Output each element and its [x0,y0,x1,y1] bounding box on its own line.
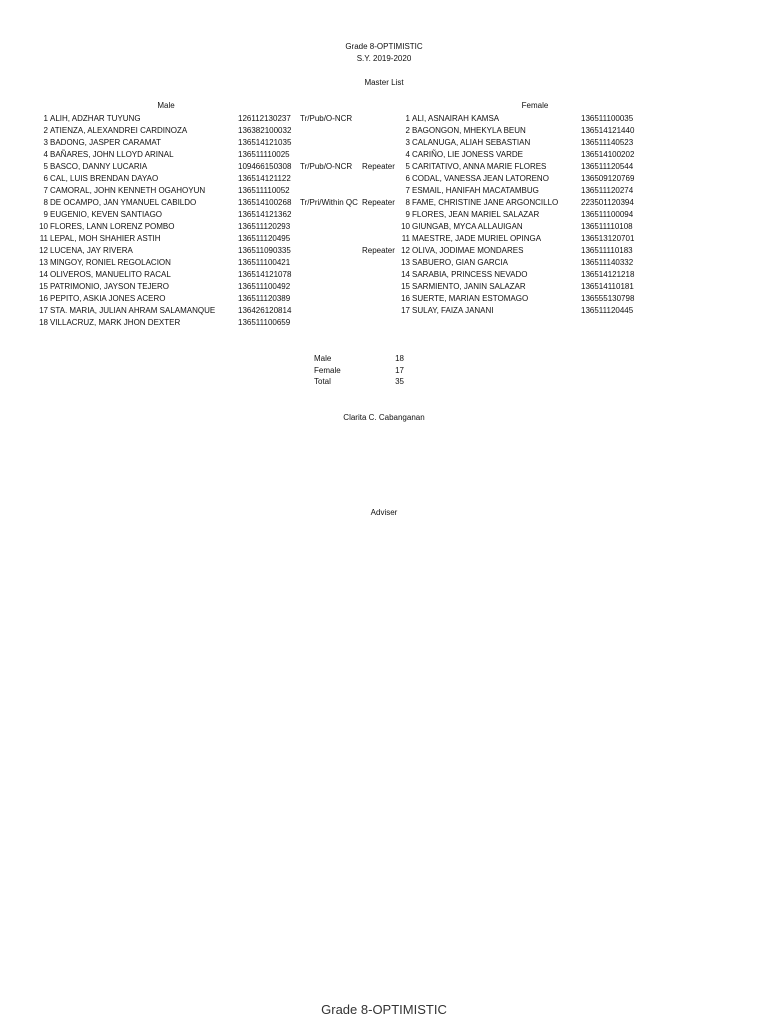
footer-title: Grade 8-OPTIMISTIC [321,1002,447,1017]
roster-row [34,221,414,233]
roster-row [396,197,696,209]
roster-row [396,269,696,281]
student-lrn: 136514121440 [581,126,635,135]
signatory-name: Clarita C. Cabanganan [343,413,425,422]
repeater-status: Repeater [362,246,395,255]
student-name: FLORES, LANN LORENZ POMBO [50,222,175,231]
row-number: 6 [43,174,48,183]
row-number: 13 [401,258,410,267]
student-name: ALI, ASNAIRAH KAMSA [412,114,500,123]
roster-row [34,125,414,137]
student-lrn: 136514121362 [238,210,292,219]
student-lrn: 136511100659 [238,318,291,327]
row-number: 3 [43,138,48,147]
student-name: ALIH, ADZHAR TUYUNG [50,114,141,123]
list-title: Master List [364,78,404,87]
summary-label: Total [314,377,331,386]
summary-value: 18 [395,354,404,363]
student-name: CAL, LUIS BRENDAN DAYAO [50,174,159,183]
row-number: 13 [39,258,48,267]
male-roster [34,113,414,329]
row-number: 12 [39,246,48,255]
row-number: 17 [401,306,410,315]
summary-label: Male [314,354,332,363]
student-name: CAMORAL, JOHN KENNETH OGAHOYUN [50,186,206,195]
row-number: 3 [405,138,410,147]
row-number: 5 [43,162,48,171]
student-lrn: 136514121078 [238,270,292,279]
student-lrn: 136511120495 [238,234,291,243]
row-number: 2 [43,126,48,135]
roster-row [396,245,696,257]
summary-row [314,376,404,388]
student-name: PATRIMONIO, JAYSON TEJERO [50,282,169,291]
row-number: 16 [39,294,48,303]
row-number: 11 [401,234,410,243]
student-name: SARMIENTO, JANIN SALAZAR [412,282,526,291]
student-name: BAGONGON, MHEKYLA BEUN [412,126,526,135]
roster-row [34,293,414,305]
student-lrn: 136514100268 [238,198,292,207]
roster-row [396,161,696,173]
student-lrn: 136511120389 [238,294,291,303]
student-name: CODAL, VANESSA JEAN LATORENO [412,174,549,183]
student-name: MINGOY, RONIEL REGOLACION [50,258,171,267]
student-lrn: 136511090335 [238,246,291,255]
summary-label: Female [314,365,341,375]
row-number: 18 [39,318,48,327]
student-lrn: 126112130237 [238,114,291,123]
student-lrn: 136511120274 [581,186,634,195]
student-lrn: 136514121218 [581,270,635,279]
student-lrn: 136514121122 [238,174,291,183]
roster-row [34,233,414,245]
student-name: LEPAL, MOH SHAHIER ASTIH [50,234,161,243]
roster-row [396,293,696,305]
student-lrn: 109466150308 [238,162,292,171]
roster-row [396,305,696,317]
summary-row [314,353,404,365]
row-number: 7 [405,186,410,195]
roster-row [34,269,414,281]
student-lrn: 136514110181 [581,282,634,291]
female-heading: Female [521,101,549,110]
roster-row [34,173,414,185]
student-name: LUCENA, JAY RIVERA [50,246,133,255]
student-name: CALANUGA, ALIAH SEBASTIAN [412,138,531,147]
student-lrn: 136511110183 [581,246,633,255]
student-name: BADONG, JASPER CARAMAT [50,138,161,147]
row-number: 11 [39,234,48,243]
roster-row [396,185,696,197]
roster-row [396,209,696,221]
roster-row [396,257,696,269]
transfer-remark: Tr/Pub/O-NCR [300,114,353,123]
student-name: STA. MARIA, JULIAN AHRAM SALAMANQUE [50,306,216,315]
student-lrn: 136509120769 [581,174,635,183]
student-lrn: 136555130798 [581,294,635,303]
student-name: BASCO, DANNY LUCARIA [50,162,148,171]
row-number: 14 [401,270,410,279]
student-name: OLIVA, JODIMAE MONDARES [412,246,524,255]
student-name: OLIVEROS, MANUELITO RACAL [50,270,171,279]
roster-row [34,197,414,209]
student-lrn: 136511110108 [581,222,633,231]
roster-row [396,173,696,185]
student-lrn: 136511100035 [581,114,634,123]
student-name: SABUERO, GIAN GARCIA [412,258,509,267]
row-number: 4 [405,150,410,159]
student-name: FLORES, JEAN MARIEL SALAZAR [412,210,540,219]
student-lrn: 136426120814 [238,306,292,315]
student-lrn: 136511100421 [238,258,291,267]
row-number: 14 [39,270,48,279]
row-number: 6 [405,174,410,183]
student-lrn: 136511140332 [581,258,634,267]
gender-summary [314,353,404,388]
student-name: CARIÑO, LIE JONESS VARDE [412,150,523,159]
repeater-status: Repeater [362,198,395,207]
student-lrn: 136511120445 [581,306,634,315]
student-name: PEPITO, ASKIA JONES ACERO [50,294,166,303]
roster-row [34,149,414,161]
student-name: MAESTRE, JADE MURIEL OPINGA [412,234,542,243]
roster-row [396,233,696,245]
roster-row [34,257,414,269]
roster-row [34,281,414,293]
row-number: 4 [43,150,48,159]
roster-row [396,137,696,149]
female-roster [396,113,696,317]
row-number: 15 [401,282,410,291]
student-lrn: 136513120701 [581,234,635,243]
row-number: 10 [401,222,410,231]
school-year: S.Y. 2019-2020 [356,54,412,63]
male-heading: Male [157,101,175,110]
row-number: 15 [39,282,48,291]
student-lrn: 136511110052 [238,186,290,195]
roster-row [396,125,696,137]
row-number: 1 [43,114,48,123]
summary-value: 17 [395,365,404,375]
row-number: 7 [43,186,48,195]
summary-row [314,365,404,377]
student-name: DE OCAMPO, JAN YMANUEL CABILDO [50,198,197,207]
row-number: 9 [43,210,48,219]
row-number: 9 [405,210,410,219]
student-name: EUGENIO, KEVEN SANTIAGO [50,210,163,219]
signatory-role: Adviser [370,508,398,517]
student-lrn: 136511140523 [581,138,634,147]
roster-row [34,137,414,149]
student-lrn: 223501120394 [581,198,634,207]
roster-row [396,113,696,125]
row-number: 8 [43,198,48,207]
roster-row [396,221,696,233]
student-lrn: 136511120544 [581,162,634,171]
student-name: SARABIA, PRINCESS NEVADO [412,270,528,279]
row-number: 10 [39,222,48,231]
roster-row [34,245,414,257]
student-name: ESMAIL, HANIFAH MACATAMBUG [412,186,539,195]
student-lrn: 136511100492 [238,282,291,291]
student-name: SULAY, FAIZA JANANI [412,306,494,315]
transfer-remark: Tr/Pri/Within QC [300,198,358,207]
row-number: 5 [405,162,410,171]
student-lrn: 136514121035 [238,138,292,147]
roster-row [34,161,414,173]
student-name: BAÑARES, JOHN LLOYD ARINAL [50,150,174,159]
row-number: 1 [405,114,410,123]
student-name: VILLACRUZ, MARK JHON DEXTER [50,318,181,327]
student-lrn: 136514100202 [581,150,635,159]
roster-row [34,185,414,197]
roster-row [34,305,414,317]
repeater-status: Repeater [362,162,395,171]
row-number: 8 [405,198,410,207]
roster-row [396,149,696,161]
row-number: 17 [39,306,48,315]
row-number: 12 [401,246,410,255]
roster-row [34,209,414,221]
student-name: ATIENZA, ALEXANDREI CARDINOZA [50,126,188,135]
roster-row [34,113,414,125]
student-lrn: 136511120293 [238,222,291,231]
transfer-remark: Tr/Pub/O-NCR [300,162,353,171]
student-lrn: 136511110025 [238,150,290,159]
student-lrn: 136511100094 [581,210,634,219]
roster-row [396,281,696,293]
student-name: SUERTE, MARIAN ESTOMAGO [412,294,529,303]
student-lrn: 136382100032 [238,126,292,135]
student-name: GIUNGAB, MYCA ALLAUIGAN [412,222,523,231]
summary-value: 35 [395,377,404,386]
student-name: FAME, CHRISTINE JANE ARGONCILLO [412,198,559,207]
document-title: Grade 8-OPTIMISTIC [345,42,423,51]
roster-row [34,317,414,329]
row-number: 16 [401,294,410,303]
student-name: CARITATIVO, ANNA MARIE FLORES [412,162,547,171]
row-number: 2 [405,126,410,135]
